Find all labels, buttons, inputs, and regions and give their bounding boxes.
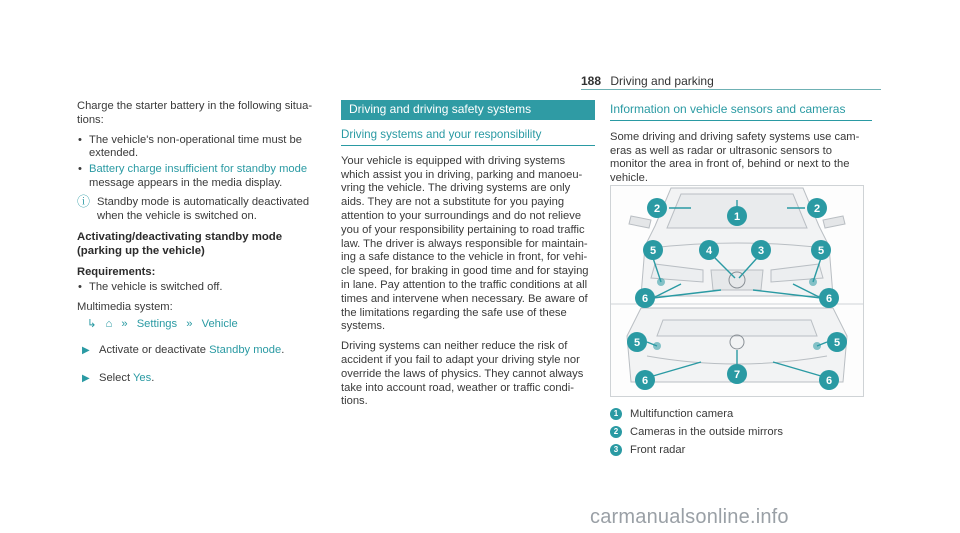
sensors-paragraph: Some driving and driving safety systems use cam- eras as well as radar or ultrasonic sensors to monitor the area in front of, behind or next to the vehicle. (610, 130, 860, 185)
bullet-item (77, 134, 325, 162)
callout-badge (751, 240, 771, 260)
callout-badge (635, 288, 655, 308)
callout-badge (635, 370, 655, 390)
step-arrow-icon: ▶ (82, 345, 90, 357)
bullet-item (77, 163, 325, 191)
yes-link: Yes (133, 371, 152, 384)
callout-label: 2 (653, 203, 661, 215)
multimedia-label: Multimedia system: (77, 300, 173, 313)
bullet-icon: • (78, 280, 82, 293)
requirement-text: The vehicle is switched off. (89, 280, 223, 293)
legend-text: Multifunction camera (630, 408, 734, 420)
intro-text: Charge the starter battery in the following situa- tions: (77, 100, 313, 126)
callout-label: 5 (633, 337, 641, 349)
subheading: Driving systems and your responsibility (341, 128, 595, 146)
column-middle (341, 100, 595, 415)
page-number: 188 (581, 74, 602, 88)
watermark: carmanualsonline.info (590, 506, 789, 528)
bullet-text: The vehicle's non-operational time must be extended. (89, 133, 302, 160)
callout-label: 7 (733, 369, 741, 381)
note-text: Standby mode is automatically deactivated when the vehicle is switched on. (97, 195, 310, 222)
legend-number: 1 (610, 408, 622, 420)
legend-number: 2 (610, 426, 622, 438)
header-rule (581, 89, 881, 90)
callout-label: 1 (733, 211, 741, 223)
callout-label: 6 (825, 375, 833, 387)
sensors-heading: Information on vehicle sensors and cameras (610, 103, 872, 121)
callout-badge (643, 240, 663, 260)
callout-badge (727, 364, 747, 384)
legend-item (610, 423, 783, 441)
legend-item (610, 441, 783, 459)
callout-label: 2 (813, 203, 821, 215)
column-right (610, 100, 872, 192)
step-item: ▶ Select Yes. (82, 371, 155, 384)
step-item: ▶ Activate or deactivate Standby mode. (82, 344, 285, 357)
callout-badge (819, 370, 839, 390)
callout-badge (811, 240, 831, 260)
bullet-text: message appears in the media display. (89, 176, 283, 189)
vehicle-illustration (611, 186, 863, 396)
legend-text: Front radar (630, 444, 686, 456)
section-title: Driving and parking (610, 74, 714, 88)
body-paragraph: Driving systems can neither reduce the risk of accident if you fail to adapt your driving style nor override the laws of physics. They cannot always take into account road, weather or traffic condi- tions. (341, 340, 584, 408)
callout-label: 6 (641, 293, 649, 305)
vehicle-sensors-figure (610, 185, 864, 397)
section-bar: Driving and driving safety systems (341, 100, 595, 120)
return-arrow-icon: ↳ (87, 318, 97, 331)
display-message-link: Battery charge insufficient for standby mode (89, 163, 308, 176)
callout-badge (647, 198, 667, 218)
figure-legend (610, 405, 783, 459)
home-icon: ⌂ (105, 318, 113, 331)
standby-mode-link: Standby mode (209, 344, 282, 357)
menu-path (87, 318, 325, 332)
info-icon: ⓘ (77, 193, 91, 209)
requirement-item (77, 281, 325, 295)
path-settings: Settings (136, 318, 178, 331)
callout-label: 5 (817, 245, 825, 257)
double-chevron-icon: » (121, 318, 128, 331)
callout-label: 6 (641, 375, 649, 387)
column-left (77, 100, 325, 400)
procedure-heading: Activating/deactivating standby mode (parking up the vehicle) (77, 231, 283, 258)
callout-badge (627, 332, 647, 352)
callout-badge (827, 332, 847, 352)
info-note (77, 193, 325, 224)
path-vehicle: Vehicle (201, 318, 238, 331)
callout-badge (807, 198, 827, 218)
callout-label: 6 (825, 293, 833, 305)
page-header (581, 74, 881, 88)
legend-item (610, 405, 783, 423)
callout-badge (727, 206, 747, 226)
bullet-icon: • (78, 133, 82, 146)
callout-badge (699, 240, 719, 260)
body-paragraph: Your vehicle is equipped with driving systems which assist you in driving, parking and manoeu- vring the vehicle. The driving systems are only aids. They are not a substitute for you paying attention to your surroundings and do not relieve you of your responsibility pertaining to road traffic law. The driver is always responsible for maintain- ing a safe distance to the vehicle in front, for vehi- cle speed, for braking in good time and for staying in lane. Pay attention to the traffic conditions at all times and intervene when necessary. Be aware of the limitations regarding the safe use of these systems. (341, 154, 589, 333)
callout-label: 3 (757, 245, 765, 257)
callout-badge (819, 288, 839, 308)
requirements-label: Requirements: (77, 265, 156, 278)
double-chevron-icon: » (186, 318, 193, 331)
callout-label: 4 (705, 245, 713, 257)
legend-text: Cameras in the outside mirrors (630, 426, 783, 438)
legend-number: 3 (610, 444, 622, 456)
step-arrow-icon: ▶ (82, 372, 90, 384)
callout-label: 5 (833, 337, 841, 349)
bullet-icon: • (78, 163, 82, 176)
callout-label: 5 (649, 245, 657, 257)
